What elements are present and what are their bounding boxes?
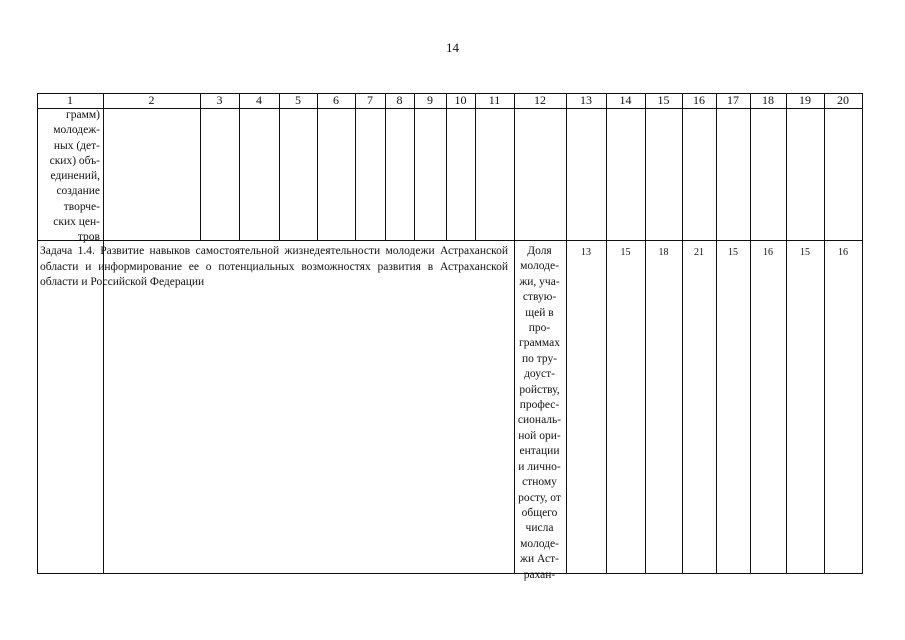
indicator-line: про- (528, 322, 551, 335)
header-col-3: 3 (216, 93, 223, 107)
col1-line: грамм) (66, 109, 100, 121)
column-divider (824, 93, 825, 574)
header-col-12: 12 (534, 93, 546, 107)
col1-line: ских цен- (53, 216, 100, 229)
indicator-line: ной ори- (518, 429, 561, 442)
indicator-line: и лично- (518, 460, 561, 473)
header-col-2: 2 (148, 93, 155, 107)
header-col-1: 1 (67, 93, 73, 107)
value-col-14: 15 (620, 247, 631, 258)
header-col-13: 13 (580, 93, 592, 107)
header-col-15: 15 (657, 93, 670, 107)
header-col-4: 4 (256, 93, 262, 107)
column-divider (682, 93, 683, 574)
task-title: Задача 1.4. Развитие навыков самостоятельной жизнедеятельности молодежи Астраханской области и информирование ее о потенциальных возможностях развития в Астраханской области и Российской Федерации (40, 245, 508, 288)
header-col-16: 16 (693, 93, 705, 107)
value-col-20: 16 (838, 247, 848, 258)
indicator-line: ентации (519, 445, 560, 458)
header-bottom-border (37, 108, 863, 109)
row-separator (37, 240, 863, 241)
indicator-line: доуст- (524, 368, 555, 381)
col1-line: ских) объ- (49, 154, 100, 167)
column-divider (414, 93, 415, 241)
value-col-18: 16 (763, 247, 773, 258)
table-bottom-border (37, 573, 863, 574)
indicator-line: общего (521, 506, 558, 519)
header-col-11: 11 (488, 93, 501, 107)
header-col-10: 10 (454, 93, 467, 107)
column-divider (786, 93, 787, 574)
value-col-15: 18 (658, 247, 669, 258)
header-col-8: 8 (396, 93, 403, 107)
value-col-16: 21 (694, 247, 704, 258)
indicator-line: ройству, (519, 383, 560, 396)
indicator-line: по тру- (521, 352, 558, 365)
header-col-19: 19 (799, 93, 811, 107)
column-divider (862, 93, 863, 574)
indicator-line: молоде- (520, 260, 559, 273)
value-col-13: 13 (581, 247, 591, 258)
indicator-line: стному (522, 476, 557, 489)
indicator-line: молоде- (520, 537, 559, 550)
header-col-14: 14 (619, 93, 632, 107)
indicator-line: граммах (519, 337, 560, 350)
indicator-line: профес- (519, 399, 560, 412)
indicator-line: жи Аст- (520, 553, 559, 566)
column-divider (200, 93, 201, 241)
column-divider (385, 93, 386, 241)
page-number: 14 (446, 40, 459, 55)
indicator-line: ствую- (522, 291, 557, 304)
column-divider (446, 93, 447, 241)
column-divider (239, 93, 240, 241)
indicator-line: щей в (525, 306, 554, 319)
indicator-line: росту, от (518, 491, 561, 504)
header-col-9: 9 (427, 93, 433, 107)
indicator-line: Доля (527, 245, 552, 257)
column-divider (279, 93, 280, 241)
indicator-description (514, 244, 565, 583)
column-divider (750, 93, 751, 574)
column-divider (37, 93, 38, 574)
continued-row-col1-text (40, 108, 100, 246)
indicator-line: сиональ- (517, 414, 562, 427)
column-divider (103, 93, 104, 574)
header-col-18: 18 (762, 93, 774, 107)
column-divider (317, 93, 318, 241)
column-divider (645, 93, 646, 574)
header-col-5: 5 (295, 93, 301, 107)
col1-line: создание (56, 185, 100, 198)
col1-line: ных (дет- (53, 139, 100, 152)
col1-line: единений, (50, 170, 100, 183)
column-divider (566, 93, 567, 574)
col1-line: творче- (63, 200, 100, 213)
header-col-17: 17 (727, 93, 739, 107)
col1-line: тров (77, 231, 100, 244)
indicator-line: рахан- (523, 568, 556, 581)
column-divider (475, 93, 476, 241)
col1-line: молодеж- (53, 124, 100, 137)
indicator-line: жи, уча- (519, 275, 560, 288)
value-col-19: 15 (800, 247, 810, 258)
header-col-20: 20 (837, 93, 849, 107)
column-divider (355, 93, 356, 241)
value-col-17: 15 (728, 247, 738, 258)
indicator-line: числа (525, 522, 554, 535)
column-divider (716, 93, 717, 574)
column-divider (606, 93, 607, 574)
header-col-6: 6 (333, 93, 339, 107)
header-col-7: 7 (367, 93, 373, 107)
